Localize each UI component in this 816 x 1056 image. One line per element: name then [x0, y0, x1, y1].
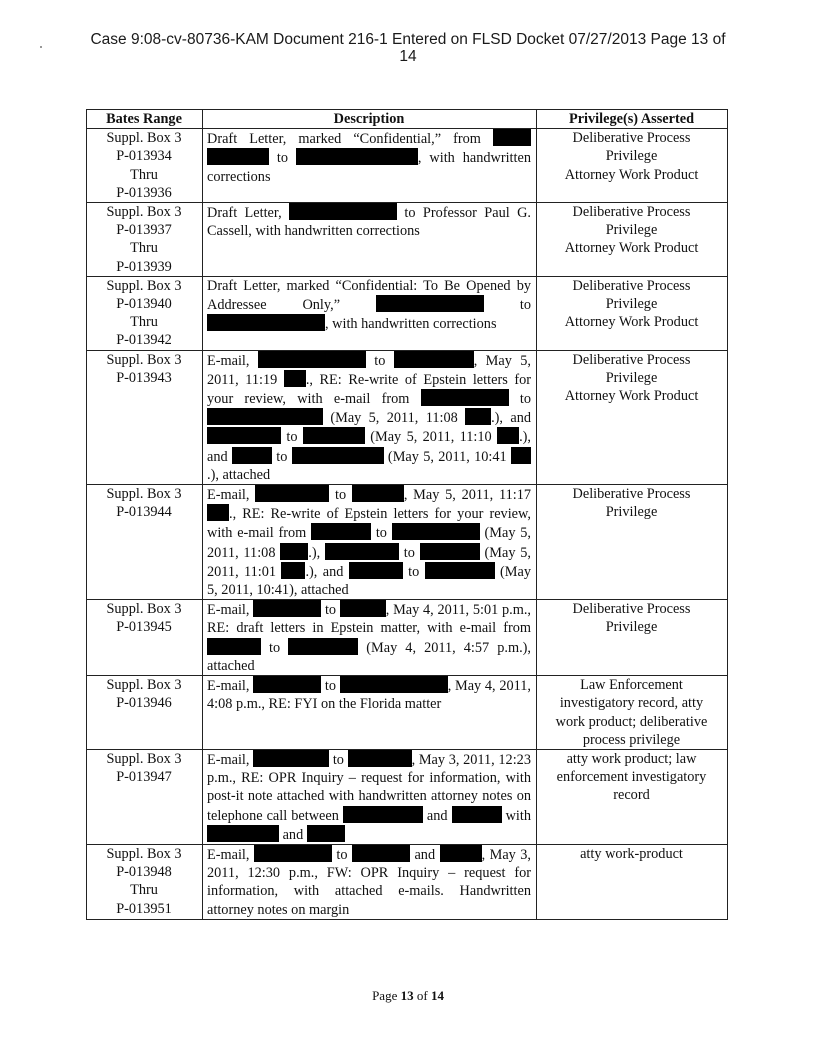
description-text: to — [402, 563, 425, 580]
redaction-block — [440, 845, 482, 862]
privilege-log-table — [86, 109, 728, 920]
redaction-block — [207, 427, 281, 444]
description-text: and — [279, 826, 307, 843]
redaction-block — [207, 148, 269, 165]
description-text: ., RE: Re-write of Epstein letters for your review, with e-mail from — [207, 506, 531, 542]
redaction-block — [511, 447, 531, 464]
table-row — [87, 676, 728, 750]
court-header — [0, 31, 816, 65]
bates-range-cell: Suppl. Box 3 P-013934 Thru P-013936 — [87, 129, 203, 203]
description-text: Draft Letter, — [207, 205, 290, 222]
description-text: (May 5, 2011, 11:10 — [364, 429, 498, 446]
column-header-privilege: Privilege(s) Asserted — [537, 110, 728, 129]
redaction-block — [207, 825, 279, 842]
redaction-block — [254, 845, 332, 862]
redaction-block — [207, 314, 325, 331]
table-row — [87, 129, 728, 203]
table-row — [87, 749, 728, 844]
redaction-block — [281, 562, 305, 579]
description-text: to — [321, 602, 340, 619]
description-text: , May 5, 2011, 11:19 — [207, 352, 531, 388]
description-cell — [203, 749, 537, 844]
description-text: with — [501, 807, 531, 824]
redaction-block — [343, 806, 423, 823]
bates-range-cell: Suppl. Box 3 P-013946 — [87, 676, 203, 750]
table-row — [87, 203, 728, 277]
description-text: to — [399, 544, 420, 561]
redaction-block — [307, 825, 345, 842]
redaction-block — [303, 427, 365, 444]
redaction-block — [465, 408, 491, 425]
description-text: E-mail, — [207, 751, 254, 768]
description-text: (May 5, 2011, 11:08 — [207, 525, 531, 561]
description-text: E-mail, — [207, 846, 254, 863]
description-cell — [203, 600, 537, 676]
redaction-block — [392, 523, 480, 540]
description-text: ., RE: Re-write of Epstein letters for your review, with e-mail from — [207, 371, 532, 408]
description-text: to — [261, 639, 289, 656]
description-text: , May 5, 2011, 11:17 — [403, 487, 531, 504]
description-text: (May 5, 2011, 11:01 — [207, 544, 532, 580]
privilege-cell: Deliberative Process Privilege Attorney Work Product — [537, 276, 728, 350]
description-text: .), attached — [207, 466, 271, 483]
description-text: E-mail, — [207, 487, 256, 504]
table-row — [87, 350, 728, 484]
redaction-block — [253, 600, 321, 617]
redaction-block — [420, 543, 480, 560]
bates-range-cell: Suppl. Box 3 P-013945 — [87, 600, 203, 676]
description-text: .), — [308, 544, 325, 561]
privilege-cell: Deliberative Process Privilege Attorney Work Product — [537, 350, 728, 484]
redaction-block — [284, 370, 306, 387]
redaction-block — [352, 845, 410, 862]
bates-range-cell: Suppl. Box 3 P-013940 Thru P-013942 — [87, 276, 203, 350]
table-header-row — [87, 110, 728, 129]
redaction-block — [376, 295, 484, 312]
redaction-block — [253, 750, 329, 767]
description-text: to — [271, 448, 292, 465]
description-text: .), and — [207, 429, 531, 465]
privilege-cell: Deliberative Process Privilege Attorney Work Product — [537, 203, 728, 277]
description-text: .), and — [491, 410, 531, 427]
description-text: E-mail, — [207, 678, 254, 695]
description-text: to — [329, 751, 348, 768]
redaction-block — [258, 351, 366, 368]
redaction-block — [207, 408, 323, 425]
table-row — [87, 485, 728, 600]
footer-prefix: Page — [372, 988, 401, 1003]
bates-range-cell: Suppl. Box 3 P-013937 Thru P-013939 — [87, 203, 203, 277]
description-cell — [203, 350, 537, 484]
redaction-block — [493, 129, 531, 146]
redaction-block — [352, 485, 404, 502]
redaction-block — [348, 750, 412, 767]
bates-range-cell: Suppl. Box 3 P-013947 — [87, 749, 203, 844]
privilege-cell: atty work product; law enforcement investigatory record — [537, 749, 728, 844]
description-text: , May 3, 2011, 12:23 p.m., RE: OPR Inquiry – request for information, with post-it note attached with handwritten attorney notes on telephone call between — [207, 751, 531, 824]
redaction-block — [349, 562, 403, 579]
description-text: Draft Letter, marked “Confidential: To Be Opened by Addressee Only,” — [207, 277, 531, 314]
redaction-block — [394, 351, 474, 368]
bates-range-cell: Suppl. Box 3 P-013943 — [87, 350, 203, 484]
table-row — [87, 600, 728, 676]
table-row — [87, 844, 728, 919]
description-cell — [203, 844, 537, 919]
bates-range-cell: Suppl. Box 3 P-013944 — [87, 485, 203, 600]
description-text: , with handwritten corrections — [207, 150, 531, 185]
description-text: Draft Letter, marked “Confidential,” from — [207, 131, 493, 148]
redaction-block — [288, 638, 358, 655]
table-body — [87, 129, 728, 920]
redaction-block — [497, 427, 519, 444]
redaction-block — [207, 638, 261, 655]
description-cell — [203, 203, 537, 277]
redaction-block — [340, 600, 386, 617]
description-text: to — [321, 678, 340, 695]
page-footer — [0, 988, 816, 1004]
redaction-block — [311, 523, 371, 540]
redaction-block — [340, 676, 448, 693]
description-text: and — [422, 807, 452, 824]
description-cell — [203, 129, 537, 203]
footer-page-number: 13 — [400, 988, 414, 1003]
redaction-block — [425, 562, 495, 579]
redaction-block — [232, 447, 272, 464]
description-text: to — [365, 352, 394, 369]
redaction-block — [207, 504, 229, 521]
redaction-block — [421, 389, 509, 406]
footer-of: of — [413, 988, 431, 1003]
description-cell — [203, 676, 537, 750]
description-text: (May 5, 2011, 10:41 — [383, 448, 511, 465]
redaction-block — [253, 676, 321, 693]
description-text: to — [329, 487, 352, 504]
redaction-block — [296, 148, 418, 165]
description-text: to — [371, 525, 392, 542]
description-text: .), and — [305, 563, 349, 580]
privilege-cell: atty work-product — [537, 844, 728, 919]
description-text: , with handwritten corrections — [325, 316, 497, 333]
redaction-block — [452, 806, 502, 823]
description-text: to — [508, 391, 531, 408]
description-text: to — [281, 429, 303, 446]
privilege-cell: Deliberative Process Privilege Attorney Work Product — [537, 129, 728, 203]
description-text: to — [483, 297, 532, 314]
redaction-block — [325, 543, 399, 560]
description-text: E-mail, — [207, 352, 258, 369]
description-text: , May 4, 2011, 4:08 p.m., RE: FYI on the Florida matter — [207, 678, 531, 713]
privilege-cell: Deliberative Process Privilege — [537, 485, 728, 600]
description-text: to Professor Paul G. Cassell, with handwritten corrections — [207, 205, 531, 240]
privilege-cell: Deliberative Process Privilege — [537, 600, 728, 676]
description-text: to — [269, 150, 296, 167]
description-text: (May 4, 2011, 4:57 p.m.), attached — [207, 639, 531, 674]
header-line-1: Case 9:08-cv-80736-KAM Document 216-1 Entered on FLSD Docket 07/27/2013 Page 13 of — [90, 31, 726, 48]
redaction-block — [280, 543, 308, 560]
header-line-2: 14 — [399, 48, 417, 65]
column-header-description: Description — [203, 110, 537, 129]
description-text: (May 5, 2011, 10:41), attached — [207, 563, 531, 599]
table-row — [87, 276, 728, 350]
redaction-block — [255, 485, 329, 502]
description-cell — [203, 485, 537, 600]
column-header-bates: Bates Range — [87, 110, 203, 129]
description-text: to — [331, 846, 352, 863]
bates-range-cell: Suppl. Box 3 P-013948 Thru P-013951 — [87, 844, 203, 919]
description-text: , May 4, 2011, 5:01 p.m., RE: draft letters in Epstein matter, with e-mail from — [207, 602, 531, 637]
redaction-block — [292, 447, 384, 464]
description-text: , May 3, 2011, 12:30 p.m., FW: OPR Inquiry – request for information, with attached e-mails. Handwritten attorney notes on margin — [207, 846, 532, 918]
description-cell — [203, 276, 537, 350]
privilege-cell: Law Enforcement investigatory record, atty work product; deliberative process privilege — [537, 676, 728, 750]
redaction-block — [289, 203, 397, 220]
description-text: (May 5, 2011, 11:08 — [323, 410, 466, 427]
footer-total-pages: 14 — [430, 988, 444, 1003]
description-text: E-mail, — [207, 602, 254, 619]
description-text: and — [410, 846, 440, 863]
